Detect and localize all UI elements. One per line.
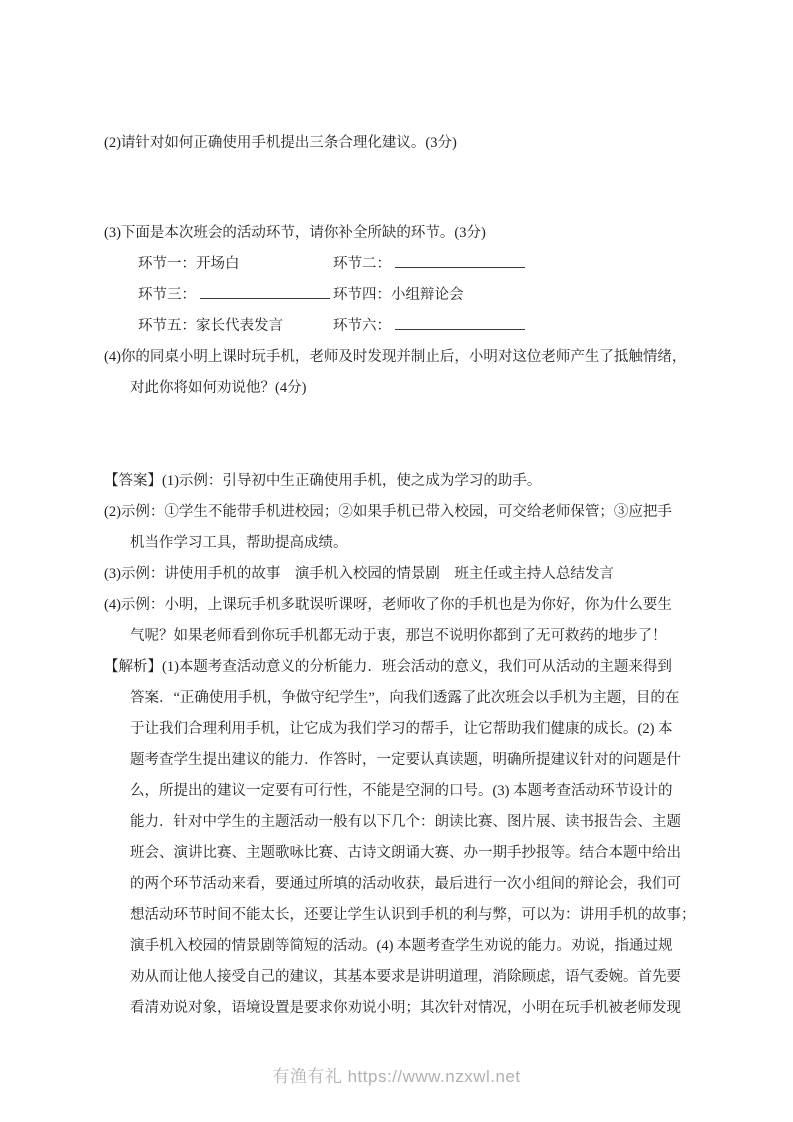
steps-row-1 [104, 249, 710, 280]
step-2-label: 环节二： [333, 256, 391, 272]
analysis-line: 能力．针对中学生的主题活动一般有以下几个：朗读比赛、图片展、读书报告会、主题 [130, 814, 681, 830]
question-2: (2)请针对如何正确使用手机提出三条合理化建议。(3分) [104, 135, 457, 151]
answer-line: (2)示例：①学生不能带手机进校园；②如果手机已带入校园，可交给老师保管；③应把手 [104, 504, 672, 520]
analysis-line: 演手机入校园的情景剧等简短的活动。(4) 本题考查学生劝说的能力。劝说，指通过规 [130, 938, 673, 954]
step-5 [104, 311, 333, 342]
step-4-label: 环节四： [333, 287, 391, 303]
answer-line: (3)示例：讲使用手机的故事 演手机入校园的情景剧 班主任或主持人总结发言 [104, 566, 614, 582]
answer-line: 【答案】(1)示例：引导初中生正确使用手机，使之成为学习的助手。 [104, 473, 542, 489]
step-3-label: 环节三： [138, 287, 196, 303]
answer-line: 气呢？如果老师看到你玩手机都无动于衷，那岂不说明你都到了无可救药的地步了！ [130, 628, 667, 644]
analysis-line: 看清劝说对象，语境设置是要求你劝说小明；其次针对情况，小明在玩手机被老师发现 [130, 1000, 681, 1016]
step-6-blank-line [395, 326, 525, 330]
step-1-label: 环节一： [138, 256, 196, 272]
question-4-line-1: (4)你的同桌小明上课时玩手机，老师及时发现并制止后，小明对这位老师产生了抵触情绪， [104, 349, 687, 365]
step-1 [104, 249, 333, 280]
analysis-line: 想活动环节时间不能太长，还要让学生认识到手机的利与弊，可以为：讲用手机的故事； [130, 907, 696, 923]
step-4 [333, 280, 710, 311]
analysis-line: 的两个环节活动来看，要通过所填的活动收获，最后进行一次小组间的辩论会，我们可 [130, 876, 681, 892]
analysis-line: 劝从而让他人接受自己的建议，其基本要求是讲明道理，消除顾虑，语气委婉。首先要 [130, 969, 681, 985]
analysis-line: 班会、演讲比赛、主题歌咏比赛、古诗文朗诵大赛、办一期手抄报等。结合本题中给出 [130, 845, 681, 861]
step-2-blank-line [395, 264, 525, 268]
watermark: 有渔有礼 https://www.nzxwl.net [272, 1067, 521, 1086]
step-5-value: 家长代表发言 [196, 318, 283, 334]
answer-line: (4)示例：小明，上课玩手机多耽误听课呀，老师收了你的手机也是为你好，你为什么要生 [104, 597, 672, 613]
step-6 [333, 311, 710, 342]
analysis-line: 于让我们合理利用手机，让它成为我们学习的帮手，让它帮助我们健康的成长。(2) 本 [130, 721, 673, 737]
step-4-value: 小组辩论会 [391, 287, 464, 303]
step-5-label: 环节五： [138, 318, 196, 334]
analysis-line: 题考查学生提出建议的能力．作答时，一定要认真读题，明确所提建议针对的问题是什 [130, 752, 681, 768]
analysis-line: 【解析】(1)本题考查活动意义的分析能力．班会活动的意义，我们可从活动的主题来得到 [104, 659, 672, 675]
step-3 [104, 280, 333, 311]
step-6-label: 环节六： [333, 318, 391, 334]
analysis-line: 答案．“正确使用手机，争做守纪学生”，向我们透露了此次班会以手机为主题，目的在 [130, 690, 680, 706]
steps-row-2 [104, 280, 710, 311]
step-3-blank-line [200, 295, 330, 299]
analysis-line: 么，所提出的建议一定要有可行性，不能是空洞的口号。(3) 本题考查活动环节设计的 [130, 783, 673, 799]
step-2 [333, 249, 710, 280]
document-body [104, 128, 710, 1024]
question-4-line-2: 对此你将如何劝说他？(4分) [130, 380, 307, 396]
question-3: (3)下面是本次班会的活动环节，请你补全所缺的环节。(3分) [104, 225, 486, 241]
steps-row-3 [104, 311, 710, 342]
step-1-value: 开场白 [196, 256, 240, 272]
answer-line: 机当作学习工具，帮助提高成绩。 [130, 535, 348, 551]
